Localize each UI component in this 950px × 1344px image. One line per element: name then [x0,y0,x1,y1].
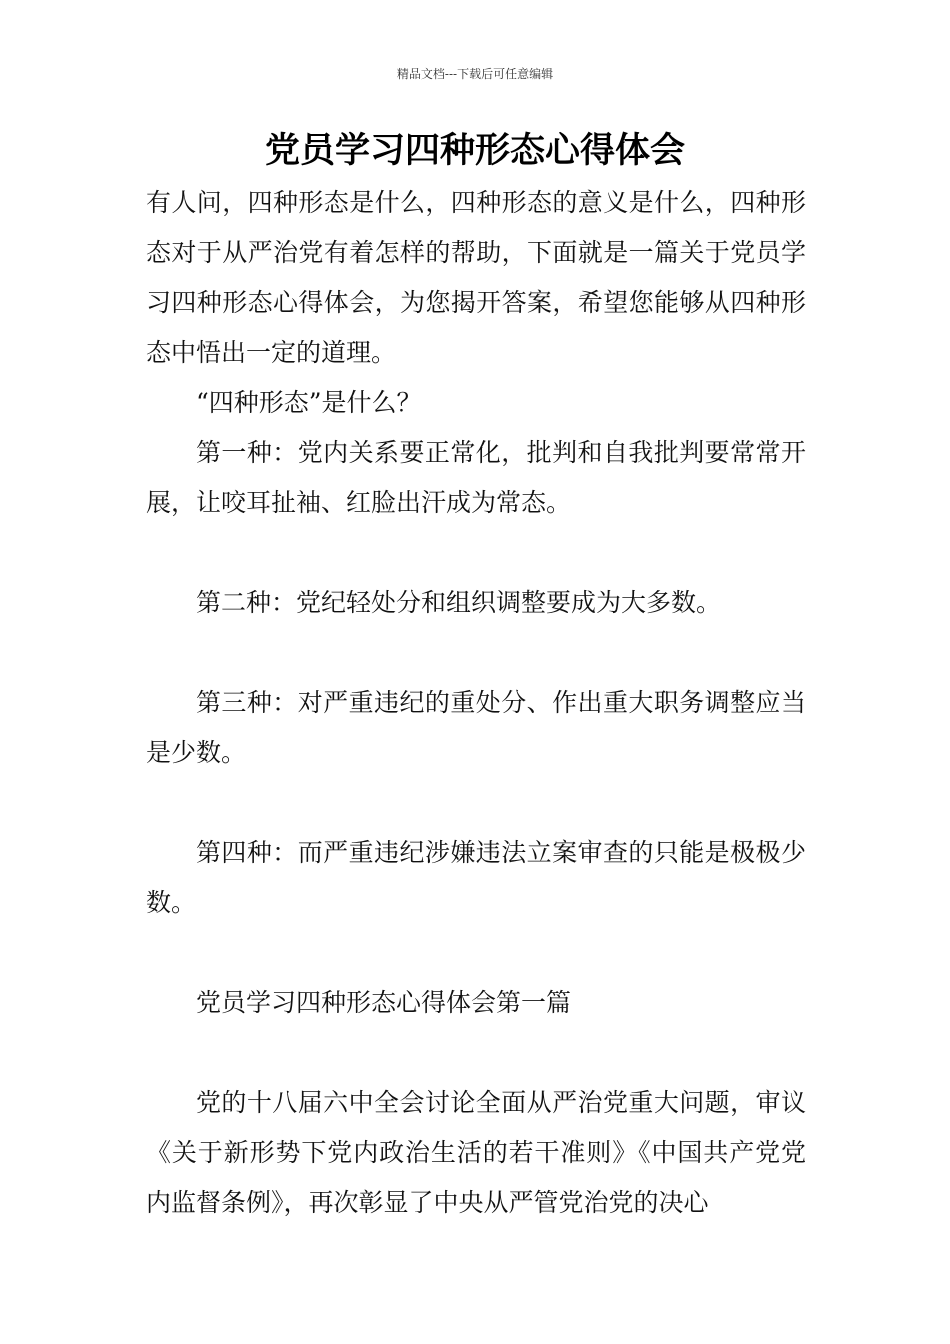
question-paragraph: “四种形态”是什么？ [196,388,422,417]
document-body [146,178,806,1228]
document-title: 党员学习四种形态心得体会 [264,131,685,171]
form-four-paragraph: 第四种：而严重违纪涉嫌违法立案审查的只能是极极少数。 [146,838,806,917]
intro-paragraph: 有人问，四种形态是什么，四种形态的意义是什么，四种形态对于从严治党有着怎样的帮助，下面就是一篇关于党员学习四种形态心得体会，为您揭开答案，希望您能够从四种形态中悟出一定的道理。 [146,188,806,367]
form-two-paragraph: 第二种：党纪轻处分和组织调整要成为大多数。 [196,588,722,617]
form-one-paragraph: 第一种：党内关系要正常化，批判和自我批判要常常开展，让咬耳扯袖、红脸出汗成为常态。 [146,438,806,517]
section-heading: 党员学习四种形态心得体会第一篇 [196,988,572,1017]
form-three-paragraph: 第三种：对严重违纪的重处分、作出重大职务调整应当是少数。 [146,688,806,767]
header-note: 精品文档---下载后可任意编辑 [396,67,554,81]
section-paragraph: 党的十八届六中全会讨论全面从严治党重大问题，审议《关于新形势下党内政治生活的若干准则》《中国共产党党内监督条例》，再次彰显了中央从严管党治党的决心 [146,1088,806,1217]
